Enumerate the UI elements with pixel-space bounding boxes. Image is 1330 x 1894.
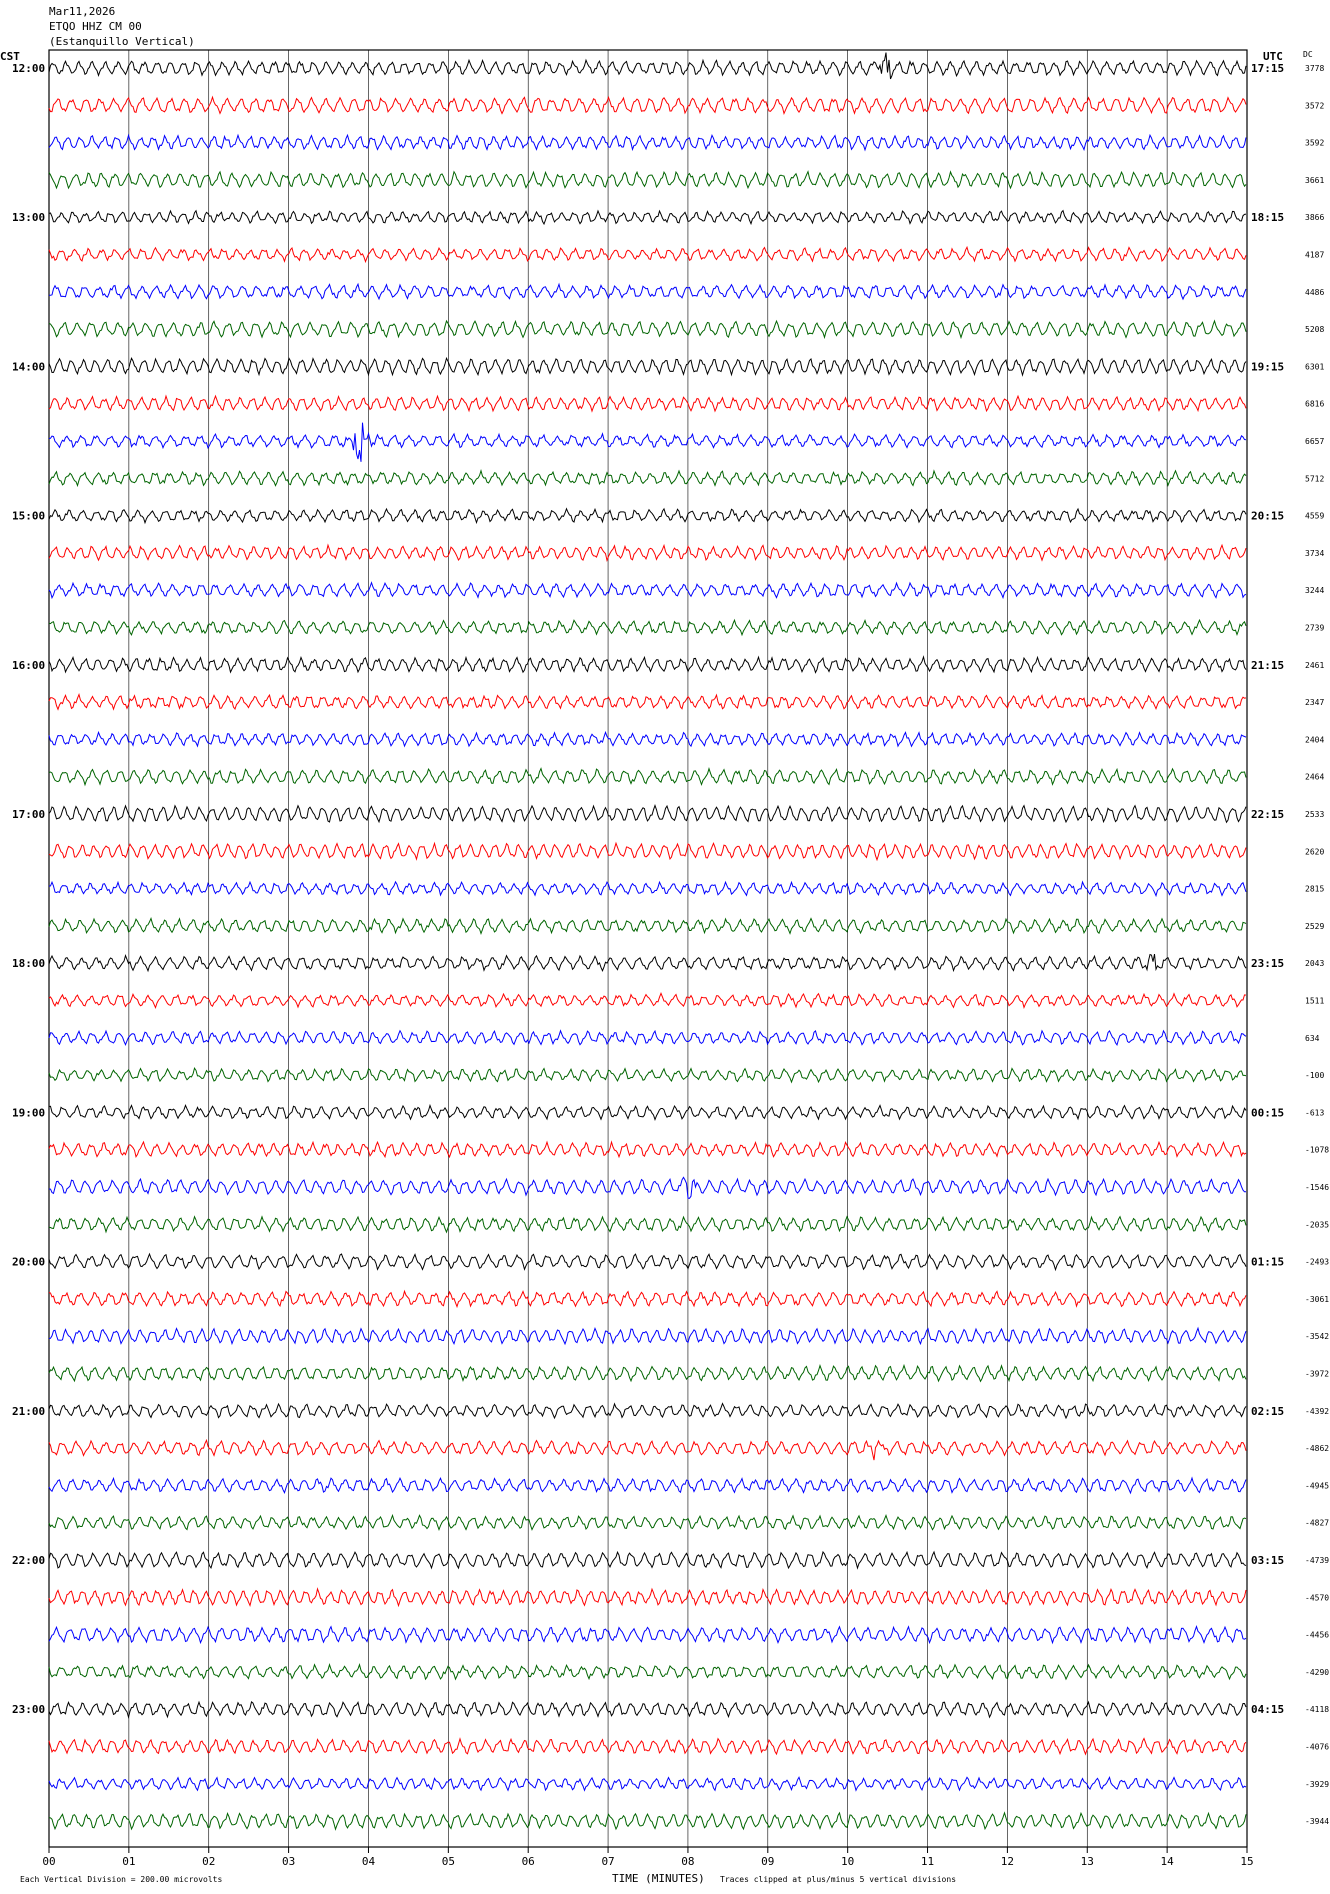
right-hour-label: 02:15 <box>1251 1404 1285 1418</box>
left-timezone-label: CST <box>0 50 20 63</box>
dc-offset-label: 2464 <box>1305 772 1325 782</box>
scale-note: Each Vertical Division = 200.00 microvolts <box>20 1875 223 1884</box>
seismic-traces <box>49 53 1246 1830</box>
right-hour-label: 01:15 <box>1251 1255 1285 1269</box>
x-tick-label: 10 <box>841 1855 855 1868</box>
dc-offset-label: 6657 <box>1305 437 1325 446</box>
dc-offset-label: -3542 <box>1305 1332 1330 1342</box>
seismic-trace <box>49 657 1246 673</box>
dc-offset-label: -3929 <box>1305 1779 1330 1789</box>
seismic-trace <box>49 993 1246 1007</box>
seismic-trace <box>49 97 1246 113</box>
seismic-trace <box>49 843 1246 860</box>
left-hour-label: 17:00 <box>12 808 46 821</box>
dc-offset-label: -4945 <box>1305 1481 1330 1491</box>
dc-offset-labels <box>1305 64 1329 1826</box>
time-gridlines <box>129 50 1167 1847</box>
right-hour-label: 03:15 <box>1251 1554 1285 1567</box>
dc-offset-label: 3572 <box>1305 101 1325 111</box>
seismic-trace <box>49 1627 1246 1643</box>
dc-offset-label: 6301 <box>1305 362 1325 372</box>
right-hour-label: 23:15 <box>1251 957 1285 971</box>
x-tick-label: 12 <box>1000 1855 1015 1868</box>
dc-offset-label: -3972 <box>1305 1369 1330 1379</box>
seismic-trace <box>49 1254 1246 1270</box>
right-timezone-label: UTC <box>1263 50 1283 63</box>
seismic-trace <box>49 471 1246 486</box>
dc-offset-label: 1511 <box>1305 996 1325 1006</box>
seismic-trace <box>49 1777 1246 1790</box>
x-tick-label: 05 <box>441 1855 455 1868</box>
x-tick-label: 02 <box>202 1855 216 1868</box>
seismic-trace <box>49 423 1246 462</box>
seismic-trace <box>49 1589 1246 1606</box>
dc-offset-label: 2739 <box>1305 623 1325 633</box>
seismic-trace <box>49 53 1246 79</box>
dc-offset-label: -4076 <box>1305 1742 1330 1752</box>
seismic-trace <box>49 1366 1246 1382</box>
left-hour-label: 12:00 <box>12 62 46 75</box>
dc-offset-label: 2347 <box>1305 698 1325 708</box>
dc-offset-label: -4118 <box>1305 1705 1330 1715</box>
seismic-trace <box>49 1515 1246 1529</box>
dc-offset-label: -100 <box>1305 1071 1325 1081</box>
dc-offset-label: 3778 <box>1305 64 1325 73</box>
seismic-trace <box>49 1068 1246 1082</box>
seismic-trace <box>49 1552 1246 1568</box>
seismic-trace <box>49 1404 1246 1418</box>
seismic-trace <box>49 509 1246 523</box>
seismic-trace <box>49 172 1246 188</box>
dc-offset-label: 4187 <box>1305 250 1325 260</box>
seismic-trace <box>49 247 1246 261</box>
dc-offset-label: -3061 <box>1305 1294 1330 1304</box>
seismic-trace <box>49 954 1246 971</box>
seismic-trace <box>49 919 1246 934</box>
seismic-trace <box>49 695 1246 710</box>
seismic-trace <box>49 358 1246 375</box>
station-label: ETQO HHZ CM 00 <box>49 20 142 33</box>
seismic-trace <box>49 1328 1246 1344</box>
dc-offset-label: 2404 <box>1305 735 1325 745</box>
dc-offset-label: 2461 <box>1305 660 1325 670</box>
dc-offset-label: -4570 <box>1305 1593 1330 1603</box>
x-tick-label: 08 <box>681 1855 695 1868</box>
dc-offset-label: 5208 <box>1305 325 1325 335</box>
seismic-trace <box>49 1440 1246 1460</box>
left-hour-label: 15:00 <box>12 509 46 523</box>
seismic-trace <box>49 1291 1246 1306</box>
right-hour-label: 21:15 <box>1251 658 1285 672</box>
left-hour-label: 22:00 <box>12 1554 46 1567</box>
left-hour-label: 23:00 <box>12 1703 46 1717</box>
clip-note: Traces clipped at plus/minus 5 vertical divisions <box>720 1875 957 1884</box>
right-hour-label: 20:15 <box>1251 509 1285 523</box>
x-tick-label: 13 <box>1080 1855 1094 1868</box>
right-hour-label: 22:15 <box>1251 808 1285 821</box>
dc-offset-label: -1546 <box>1305 1183 1330 1192</box>
left-hour-labels <box>12 62 45 1716</box>
seismic-trace <box>49 1217 1246 1232</box>
left-hour-label: 16:00 <box>12 658 46 672</box>
seismic-trace <box>49 620 1246 635</box>
dc-offset-label: 3661 <box>1305 175 1325 185</box>
dc-header-label: DC <box>1303 50 1313 59</box>
x-tick-label: 14 <box>1160 1855 1174 1868</box>
x-tick-label: 01 <box>122 1855 136 1868</box>
dc-offset-label: -1078 <box>1305 1145 1330 1155</box>
dc-offset-label: 2529 <box>1305 921 1325 931</box>
left-hour-label: 20:00 <box>12 1255 46 1269</box>
dc-offset-label: -2493 <box>1305 1257 1330 1267</box>
seismic-trace <box>49 769 1246 785</box>
seismic-trace <box>49 135 1246 150</box>
seismic-trace <box>49 1665 1246 1679</box>
x-tick-label: 15 <box>1240 1855 1254 1868</box>
dc-offset-label: -613 <box>1305 1108 1325 1118</box>
dc-offset-label: 5712 <box>1305 474 1325 484</box>
dc-offset-label: 2815 <box>1305 884 1325 894</box>
left-hour-label: 18:00 <box>12 957 46 971</box>
seismic-trace <box>49 211 1246 224</box>
dc-offset-label: 6816 <box>1305 399 1325 409</box>
right-hour-label: 04:15 <box>1251 1703 1285 1717</box>
station-description: (Estanquillo Vertical) <box>49 35 195 48</box>
seismic-trace <box>49 396 1246 411</box>
dc-offset-label: 3734 <box>1305 548 1325 558</box>
right-hour-labels <box>1251 62 1284 1716</box>
seismic-trace <box>49 321 1246 338</box>
dc-offset-label: -4290 <box>1305 1667 1330 1677</box>
dc-offset-label: 3866 <box>1305 213 1325 223</box>
x-axis-ticks <box>42 1847 1253 1868</box>
seismic-trace <box>49 1478 1246 1493</box>
x-axis-title: TIME (MINUTES) <box>612 1872 705 1885</box>
x-tick-label: 03 <box>281 1855 296 1868</box>
x-tick-label: 07 <box>601 1855 615 1868</box>
dc-offset-label: 634 <box>1305 1033 1320 1043</box>
seismic-trace <box>49 1105 1246 1119</box>
dc-offset-label: -3944 <box>1305 1817 1330 1827</box>
dc-offset-label: 2533 <box>1305 810 1325 819</box>
dc-offset-label: 3592 <box>1305 138 1325 148</box>
seismic-trace <box>49 882 1246 896</box>
x-tick-label: 11 <box>920 1855 935 1868</box>
x-tick-label: 00 <box>42 1855 56 1868</box>
dc-offset-label: 2620 <box>1305 847 1325 857</box>
seismic-trace <box>49 1142 1246 1157</box>
seismic-trace <box>49 583 1246 598</box>
x-tick-label: 04 <box>361 1855 376 1868</box>
x-tick-label: 06 <box>521 1855 535 1868</box>
dc-offset-label: 4559 <box>1305 511 1325 521</box>
seismic-trace <box>49 732 1246 746</box>
seismic-trace <box>49 806 1246 823</box>
date-label: Mar11,2026 <box>49 5 116 18</box>
seismic-trace <box>49 1031 1246 1045</box>
dc-offset-label: -4827 <box>1305 1518 1330 1528</box>
seismic-trace <box>49 545 1246 560</box>
dc-offset-label: 2043 <box>1305 959 1325 969</box>
right-hour-label: 17:15 <box>1251 62 1285 75</box>
left-hour-label: 19:00 <box>12 1106 46 1120</box>
left-hour-label: 21:00 <box>12 1404 46 1418</box>
dc-offset-label: -4739 <box>1305 1556 1330 1565</box>
right-hour-label: 19:15 <box>1251 360 1285 374</box>
right-hour-label: 00:15 <box>1251 1106 1285 1120</box>
dc-offset-label: 4486 <box>1305 287 1325 297</box>
dc-offset-label: -2035 <box>1305 1220 1330 1230</box>
left-hour-label: 14:00 <box>12 360 46 374</box>
left-hour-label: 13:00 <box>12 211 46 225</box>
dc-offset-label: -4392 <box>1305 1406 1330 1416</box>
dc-offset-label: 3244 <box>1305 586 1325 596</box>
plot-frame <box>49 50 1247 1847</box>
seismic-trace <box>49 1702 1246 1717</box>
dc-offset-label: -4456 <box>1305 1630 1330 1640</box>
right-hour-label: 18:15 <box>1251 211 1285 225</box>
dc-offset-label: -4862 <box>1305 1444 1330 1454</box>
x-tick-label: 09 <box>761 1855 775 1868</box>
seismic-trace <box>49 1739 1246 1755</box>
seismic-trace <box>49 1813 1246 1829</box>
seismic-trace <box>49 284 1246 299</box>
seismic-trace <box>49 1177 1246 1198</box>
